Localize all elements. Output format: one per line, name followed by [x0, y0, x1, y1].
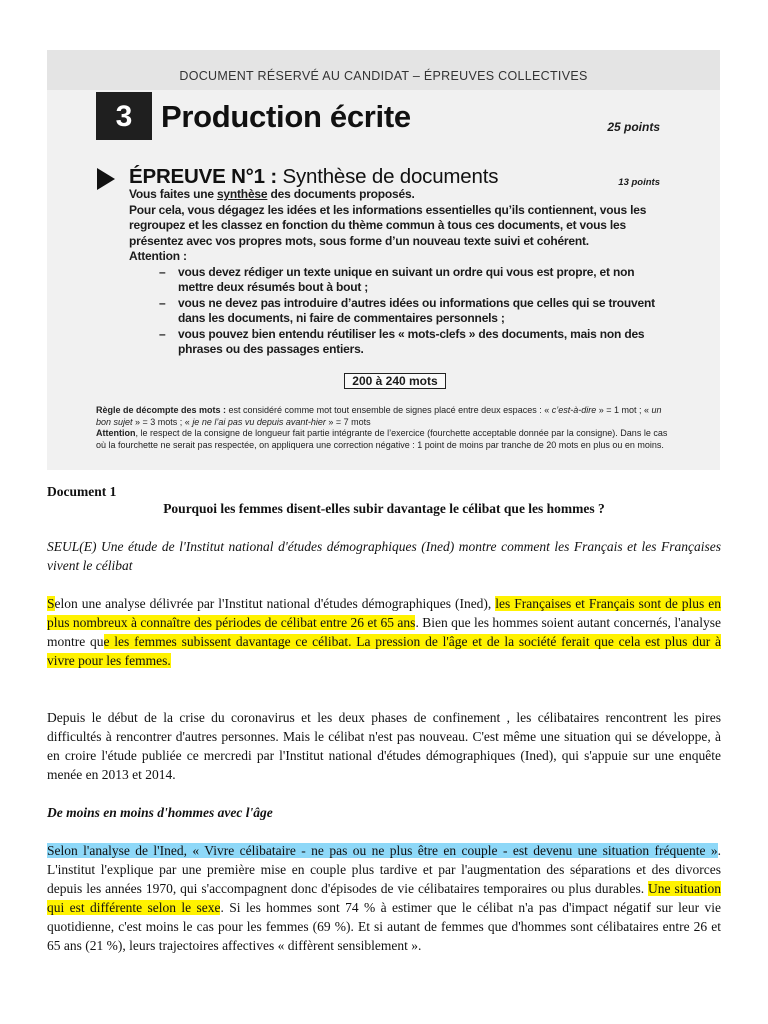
rule-attention-text: , le respect de la consigne de longueur fait partie intégrante de l’exercice (fourchette acceptable donnée par la consigne). Dans le cas où la fourchette ne serait pas respectée, on appliquera une correction négative : 1 point de moins par tranche de 20 mots en plus ou en moins. — [96, 428, 668, 450]
instruction-bullet — [129, 265, 669, 296]
epreuve-heading — [129, 165, 498, 189]
rule-text: » = 1 mot ; « — [596, 405, 652, 415]
instruction-text: Vous faites une — [129, 187, 217, 201]
rule-label: Règle de décompte des mots : — [96, 405, 227, 415]
section-points: 25 points — [607, 120, 660, 134]
paragraph-text: . L'institut l'explique par une première mise en couple plus tardive et par l'augmentation des séparations et des divorces depuis les années 1970, qui s'accompagnent donc d'épisodes de vie célibataires temporaires ou plus durables. — [47, 843, 721, 896]
exam-instructions-block — [47, 50, 720, 470]
dash-bullet: – — [159, 295, 166, 310]
highlight-yellow: S — [47, 596, 55, 611]
paragraph-1 — [47, 594, 721, 670]
rule-example: c’est-à-dire — [551, 405, 597, 415]
paragraph-text: elon une analyse délivrée par l'Institut national d'études démographiques (Ined), — [54, 596, 496, 611]
instruction-bullets — [129, 265, 669, 358]
rule-text: est considéré comme mot tout ensemble de signes placé entre deux espaces : « — [226, 405, 552, 415]
dash-bullet: – — [159, 326, 166, 341]
rule-attention-label: Attention — [96, 428, 136, 438]
paragraph-text: . Si les hommes sont 74 % à estimer que le célibat n'a pas d'impact négatif sur leur vie quotidienne, c'est moins le cas pour les femmes (69 %). Et si autant de femmes que d'hommes sont célibataires entre 26 et 65 ans (21 %), leurs trajectoires affectives « diffèrent sensiblement ». — [47, 900, 721, 953]
highlight-yellow: Une situation qui est différente selon le sexe — [47, 881, 721, 915]
document-title: Pourquoi les femmes disent-elles subir davantage le célibat que les hommes ? — [163, 501, 605, 516]
paragraph-3 — [47, 841, 721, 955]
word-count-rule — [96, 405, 668, 451]
highlight-yellow: les Françaises et Français sont de plus en plus nombreux à connaître des périodes de célibat entre 26 et 65 ans — [47, 596, 721, 630]
epreuve-points: 13 points — [618, 177, 660, 188]
rule-example: je ne l’ai pas vu depuis avant-hier — [192, 416, 326, 427]
instruction-text: des documents proposés. — [267, 187, 415, 201]
instruction-bullet — [129, 327, 669, 358]
instructions-body — [129, 187, 669, 358]
attention-label: Attention : — [129, 249, 187, 263]
instruction-bullet — [129, 296, 669, 327]
word-count-box: 200 à 240 mots — [344, 373, 446, 389]
instruction-paragraph: Pour cela, vous dégagez les idées et les informations essentielles qu’ils contiennent, vous les regroupez et les classez en fonction du thème commun à tous ces documents, et vous les présentez avec vos propres mots, sous forme d’un nouveau texte suivi et cohérent. — [129, 202, 647, 248]
epreuve-title: Synthèse de documents — [277, 165, 499, 188]
instruction-line-1 — [129, 187, 669, 203]
bullet-text: vous ne devez pas introduire d’autres idées ou informations que celles qui se trouvent dans les documents, ni faire de commentaires personnels ; — [178, 295, 655, 325]
section-number: 3 — [96, 92, 152, 140]
epreuve-prefix: ÉPREUVE N°1 : — [129, 165, 277, 188]
candidate-banner: DOCUMENT RÉSERVÉ AU CANDIDAT – ÉPREUVES COLLECTIVES — [47, 50, 720, 90]
subheading: De moins en moins d'hommes avec l'âge — [47, 805, 273, 820]
rule-text: » = 7 mots — [325, 416, 371, 427]
bullet-text: vous pouvez bien entendu réutiliser les « mots-clefs » des documents, mais non des phrases ou des passages entiers. — [178, 326, 645, 356]
rule-example: un bon sujet — [96, 405, 662, 427]
highlight-yellow: e les femmes subissent davantage ce célibat. La pression de l'âge et de la société ferait que cela est plus dur à vivre pour les femmes. — [47, 634, 721, 668]
highlight-blue: Selon l'analyse de l'Ined, « Vivre célibataire - ne pas ou ne plus être en couple - est devenu une situation fréquente » — [47, 843, 718, 858]
bullet-text: vous devez rédiger un texte unique en suivant un ordre qui vous est propre, et non mettre deux résumés bout à bout ; — [178, 264, 635, 294]
paragraph-text: . Bien que les hommes soient autant concernés, l'analyse montre qu — [47, 615, 721, 649]
play-arrow-icon — [97, 168, 115, 190]
dash-bullet: – — [159, 264, 166, 279]
section-title: Production écrite — [161, 99, 411, 134]
document-lead: SEUL(E) Une étude de l'Institut national d'études démographiques (Ined) montre comment les Français et les Françaises vivent le célibat — [47, 539, 721, 573]
document-label: Document 1 — [47, 484, 117, 499]
rule-text: » = 3 mots ; « — [132, 416, 193, 427]
paragraph-2: Depuis le début de la crise du coronavirus et les deux phases de confinement , les célibataires rencontrent les pires difficultés à rencontrer d'autres personnes. Mais le célibat n'est pas nouveau. C'est même une situation qui se développe, à en croire l'étude publiée ce mercredi par l'Institut national d'études démographiques (Ined), qui s'appuie sur une enquête menée en 2013 et 2014. — [47, 710, 721, 782]
synthese-underlined: synthèse — [216, 187, 268, 201]
